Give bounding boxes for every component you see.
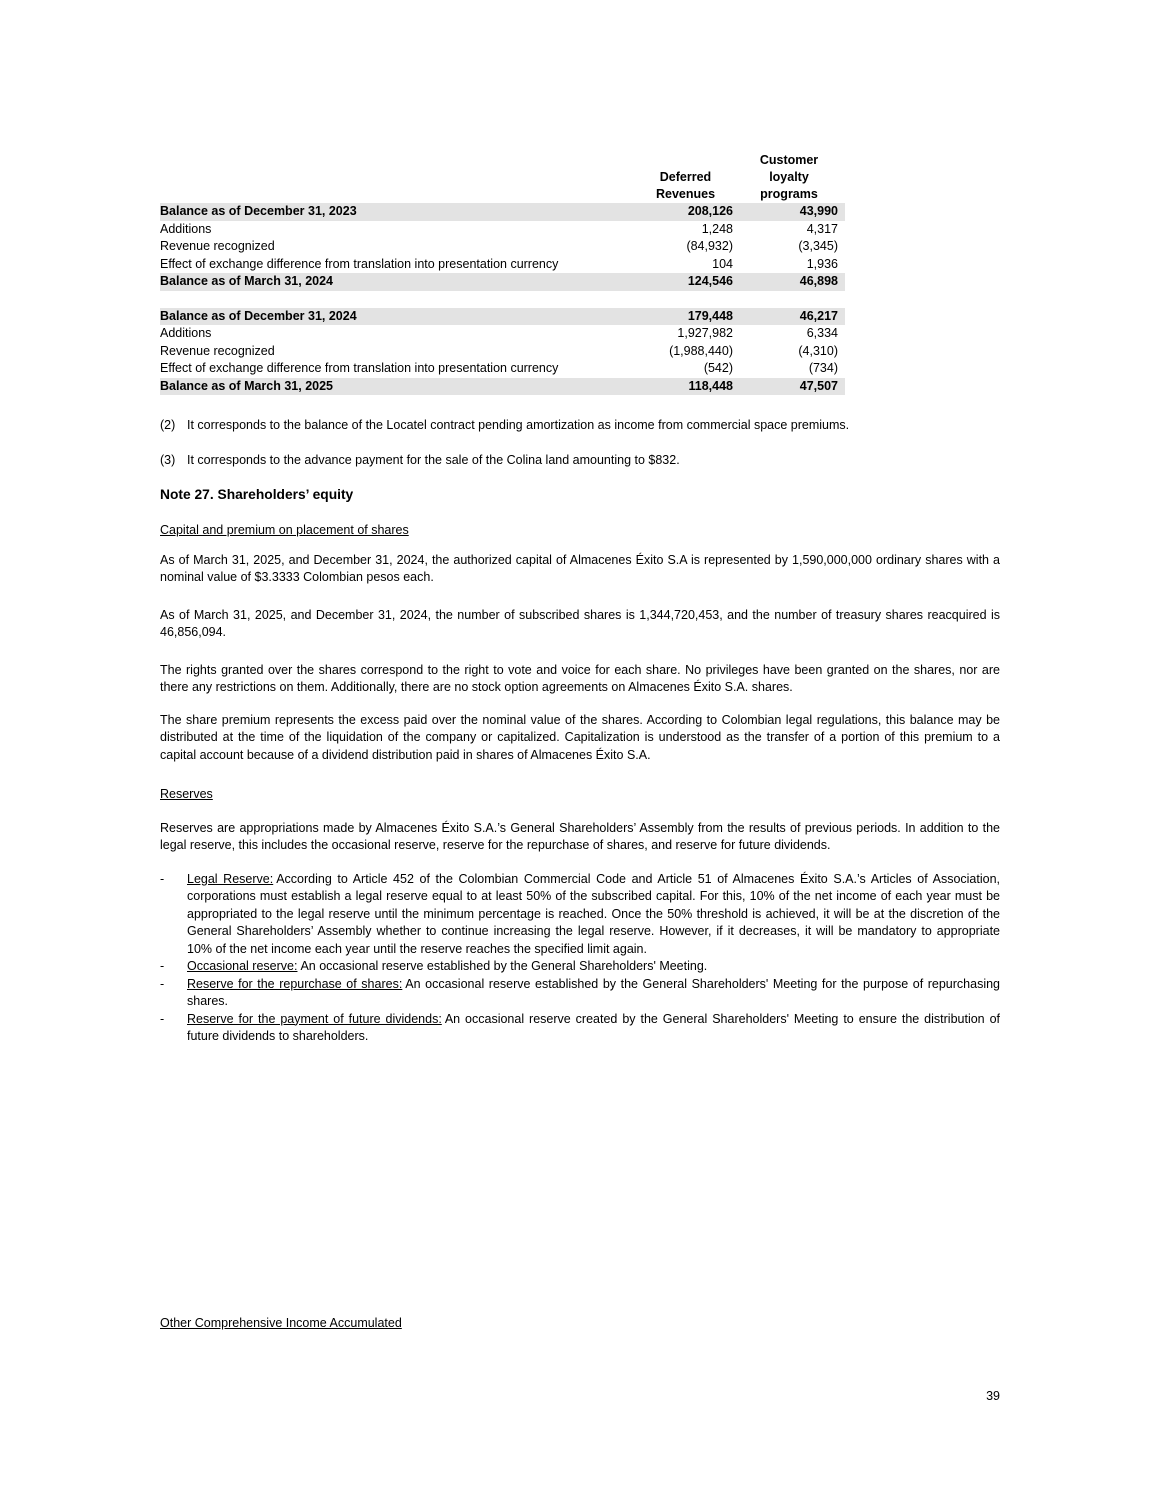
loyalty-value: 6,334 [806, 326, 838, 340]
loyalty-value: (734) [808, 361, 838, 375]
row-label: Effect of exchange difference from translation into presentation currency [160, 256, 559, 271]
deferred-value: 179,448 [687, 308, 733, 323]
bullet-body: An occasional reserve created by the General Shareholders' Meeting to ensure the distribution of future dividends to shareholders. [187, 1011, 1000, 1043]
table-header-empty [160, 152, 620, 203]
bullet-text [187, 958, 1000, 976]
bullet-dash: - [160, 959, 165, 973]
deferred-value: (84,932) [686, 239, 733, 253]
paragraph-share-rights: The rights granted over the shares correspond to the right to vote and voice for each share. No privileges have been granted on the shares, nor are there any restrictions on them. Additionally, there are no stock option agreements on Almacenes Éxito S.A. shares. [160, 662, 1000, 694]
bullet-body: An occasional reserve established by the General Shareholders' Meeting. [300, 959, 708, 973]
row-label: Revenue recognized [160, 343, 275, 358]
header-line: loyalty [769, 170, 809, 184]
loyalty-value: 47,507 [799, 378, 838, 393]
header-line: Revenues [655, 187, 716, 201]
table-row [160, 273, 845, 291]
row-label: Balance as of December 31, 2023 [160, 204, 357, 218]
table-header-deferred-revenues [620, 152, 733, 203]
table-row [160, 221, 845, 239]
header-line: Deferred [659, 170, 712, 184]
bullet-body: According to Article 452 of the Colombian Commercial Code and Article 51 of Almacenes Éxito S.A.’s Articles of Association, corporations must establish a legal reserve equal to at least 50% of the subscribed capital. For this, 10% of the net income of each year must be appropriated to the legal reserve until the minimum percentage is reached. Once the 50% threshold is achieved, it will be at the discretion of the General Shareholders’ Assembly whether to continue increasing the legal reserve. However, if it decreases, it will be mandatory to appropriate 10% of the net income each year until the reserve reaches the specified limit again. [187, 871, 1000, 956]
footnote-text: It corresponds to the balance of the Locatel contract pending amortization as income from commercial space premiums. [187, 418, 850, 432]
table-row [160, 360, 845, 378]
deferred-value: 104 [712, 256, 733, 271]
bullet-label: Reserve for the repurchase of shares: [187, 976, 403, 991]
row-label: Balance as of December 31, 2024 [160, 308, 357, 323]
table-row [160, 308, 845, 326]
deferred-value: 124,546 [687, 274, 733, 288]
bullet-label: Legal Reserve: [187, 871, 274, 886]
deferred-value: 118,448 [688, 378, 733, 393]
page-number: 39 [986, 1389, 1000, 1403]
header-line: Customer [759, 153, 819, 167]
paragraph-authorized-capital: As of March 31, 2025, and December 31, 2024, the authorized capital of Almacenes Éxito S.A is represented by 1,590,000,000 ordinary shares with a nominal value of $3.3333 Colombian pesos each. [160, 552, 1000, 584]
bullet-item-repurchase-reserve [160, 976, 1000, 1011]
deferred-value: 1,248 [701, 221, 733, 236]
table-row [160, 325, 845, 343]
footnote-marker: (3) [160, 452, 176, 467]
deferred-revenue-table [160, 152, 845, 395]
subheading-other-comprehensive-income: Other Comprehensive Income Accumulated [160, 1316, 402, 1330]
bullet-label: Occasional reserve: [187, 959, 298, 973]
loyalty-value: 46,898 [799, 274, 838, 288]
loyalty-value: 4,317 [806, 221, 838, 236]
row-label: Additions [160, 326, 212, 340]
deferred-value: 208,126 [687, 204, 733, 218]
loyalty-value: (4,310) [798, 343, 838, 358]
footnote-3 [160, 452, 1000, 470]
bullet-item-occasional-reserve [160, 958, 1000, 976]
footnote-marker: (2) [160, 418, 176, 432]
bullet-text [187, 1011, 1000, 1046]
bullet-item-future-dividends-reserve [160, 1011, 1000, 1046]
table-row [160, 256, 845, 274]
bullet-dash: - [160, 1011, 165, 1026]
deferred-value: (542) [703, 361, 733, 375]
table-row [160, 203, 845, 221]
bullet-dash: - [160, 871, 165, 886]
reserves-bullet-list [160, 871, 1000, 1046]
page-content [160, 152, 1000, 1046]
row-label: Effect of exchange difference from translation into presentation currency [160, 361, 559, 375]
loyalty-value: 46,217 [799, 308, 838, 323]
table-section-gap [160, 291, 845, 308]
bullet-text [187, 976, 1000, 1011]
subheading-reserves: Reserves [160, 787, 213, 801]
table-header-customer-loyalty [733, 152, 845, 203]
table-row [160, 378, 845, 396]
loyalty-value: 1,936 [806, 256, 838, 271]
paragraph-reserves-intro: Reserves are appropriations made by Almacenes Éxito S.A.’s General Shareholders’ Assembly from the results of previous periods. In addition to the legal reserve, this includes the occasional reserve, reserve for the repurchase of shares, and reserve for future dividends. [160, 820, 1000, 852]
deferred-value: 1,927,982 [677, 326, 733, 340]
header-line: programs [760, 187, 818, 201]
row-label: Revenue recognized [160, 239, 275, 253]
table-row [160, 343, 845, 361]
bullet-item-legal-reserve [160, 871, 1000, 959]
row-label: Balance as of March 31, 2024 [160, 274, 334, 288]
loyalty-value: (3,345) [798, 239, 838, 253]
table-header-row [160, 152, 845, 203]
subheading-capital-and-premium: Capital and premium on placement of shares [160, 523, 409, 537]
loyalty-value: 43,990 [799, 204, 838, 218]
bullet-body: An occasional reserve established by the General Shareholders' Meeting for the purpose of repurchasing shares. [187, 976, 1000, 1008]
footnote-2 [160, 417, 1000, 435]
table-row [160, 238, 845, 256]
paragraph-subscribed-shares: As of March 31, 2025, and December 31, 2024, the number of subscribed shares is 1,344,720,453, and the number of treasury shares reacquired is 46,856,094. [160, 607, 1000, 639]
row-label: Additions [160, 221, 212, 236]
row-label: Balance as of March 31, 2025 [160, 378, 334, 393]
deferred-value: (1,988,440) [669, 343, 733, 358]
footnote-text: It corresponds to the advance payment for the sale of the Colina land amounting to $832. [187, 452, 680, 467]
note-27-heading: Note 27. Shareholders’ equity [160, 487, 354, 502]
paragraph-share-premium: The share premium represents the excess paid over the nominal value of the shares. According to Colombian legal regulations, this balance may be distributed at the time of the liquidation of the company or capitalized. Capitalization is understood as the transfer of a portion of this premium to a capital account because of a dividend distribution paid in shares of Almacenes Éxito S.A. [160, 712, 1000, 762]
bullet-dash: - [160, 976, 165, 991]
bullet-label: Reserve for the payment of future dividends: [187, 1011, 442, 1026]
bullet-text [187, 871, 1000, 959]
